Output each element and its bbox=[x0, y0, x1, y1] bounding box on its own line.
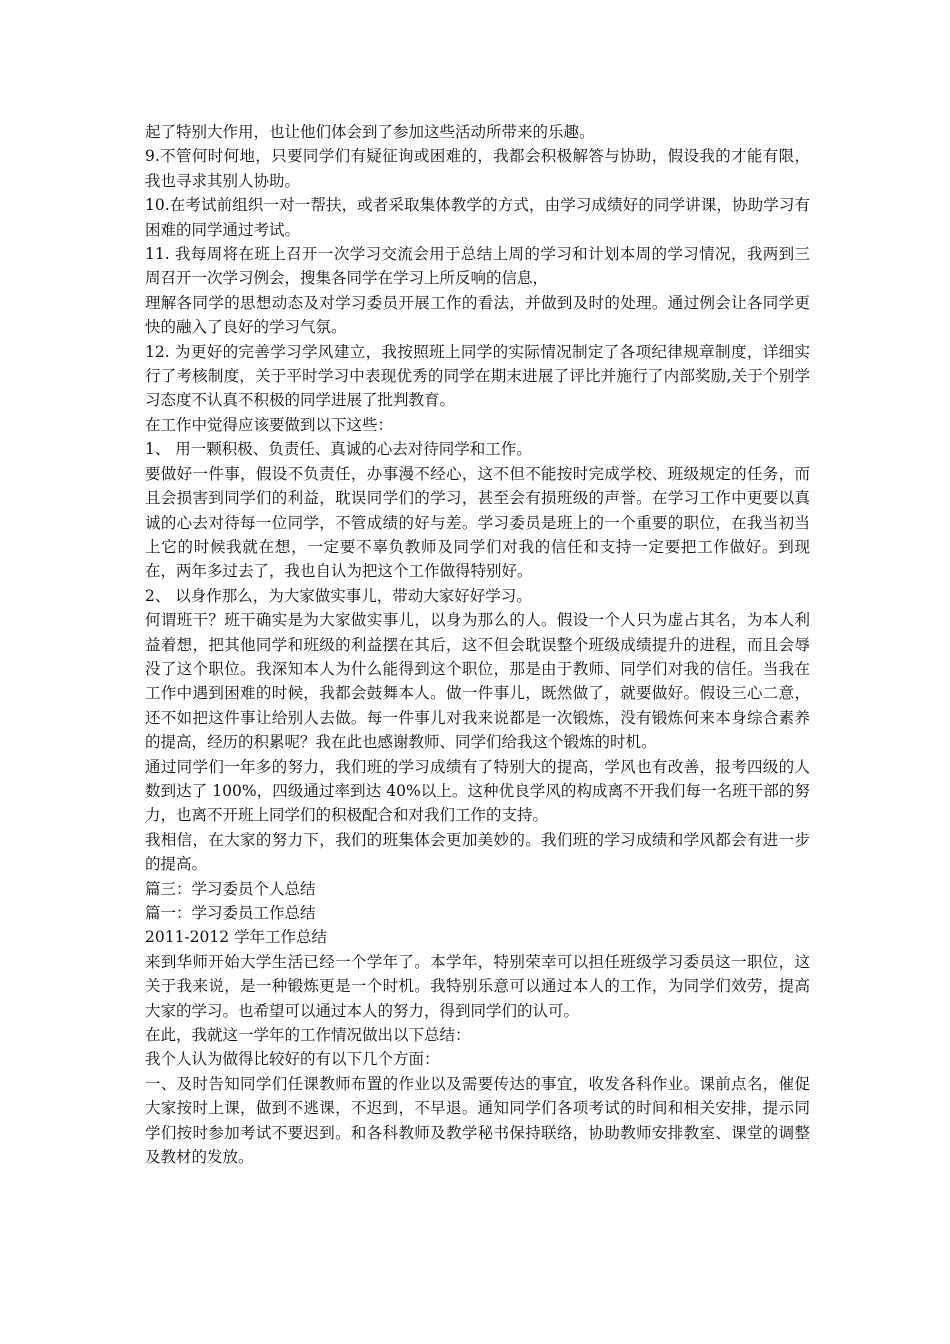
paragraph-10: 通过同学们一年多的努力，我们班的学习成绩有了特别大的提高，学风也有改善，报考四级的人数到达了 100%，四级通过率到达 40%以上。这种优良学风的构成离不开我们每一名班干部的努力，也离不开班上同学们的积极配合和对我们工作的支持。 bbox=[145, 757, 810, 825]
paragraph-8: 要做好一件事，假设不负责任，办事漫不经心，这不但不能按时完成学校、班级规定的任务，而且会损害到同学们的利益，耽误同学们的学习，甚至会有损班级的声誉。在学习工作中更要以真诚的心去对待每一位同学，不管成绩的好与差。学习委员是班上的一个重要的职位，在我当初当上它的时候我就在想，一定要不辜负教师及同学们对我的信任和支持一定要把工作做好。到现在，两年多过去了，我也自认为把这个工作做得特别好。 bbox=[145, 464, 810, 581]
paragraph-5: 理解各同学的思想动态及对学习委员开展工作的看法，并做到及时的处理。通过例会让各同学更快的融入了良好的学习气氛。 bbox=[145, 293, 810, 337]
section-title-3: 篇三：学习委员个人总结 bbox=[145, 879, 316, 898]
paragraph-3: 10.在考试前组织一对一帮扶，或者采取集体教学的方式，由学习成绩好的同学讲课，协助学习有困难的同学通过考试。 bbox=[145, 196, 810, 239]
paragraph-12: 来到华师开始大学生活已经一个学年了。本学年，特别荣幸可以担任班级学习委员这一职位，这关于我来说，是一种锻炼更是一个时机。我特别乐意可以通过本人的工作，为同学们效劳，提高大家的学习。也希望可以通过本人的努力，得到同学们的认可。 bbox=[145, 952, 810, 1020]
year-summary-title: 2011-2012 学年工作总结 bbox=[145, 928, 328, 947]
paragraph-13: 在此，我就这一学年的工作情况做出以下总结： bbox=[145, 1026, 471, 1045]
list-item-1-heading: 1、 用一颗积极、负责任、真诚的心去对待同学和工作。 bbox=[145, 440, 532, 459]
paragraph-4: 11. 我每周将在班上召开一次学习交流会用于总结上周的学习和计划本周的学习情况，我两到三周召开一次学习例会，搜集各同学在学习上所反响的信息， bbox=[145, 245, 810, 288]
paragraph-2: 9.不管何时何地，只要同学们有疑征询或困难的，我都会积极解答与协助，假设我的才能有限，我也寻求其别人协助。 bbox=[145, 147, 810, 190]
list-item-2-heading: 2、 以身作那么，为大家做实事儿，带动大家好好学习。 bbox=[145, 586, 532, 605]
document-body bbox=[145, 120, 810, 1169]
paragraph-14: 我个人认为做得比较好的有以下几个方面： bbox=[145, 1050, 440, 1069]
section-title-1: 篇一：学习委员工作总结 bbox=[145, 904, 316, 922]
paragraph-11: 我相信，在大家的努力下，我们的班集体会更加美妙的。我们班的学习成绩和学风都会有进一步的提高。 bbox=[145, 830, 810, 874]
paragraph-15: 一、及时告知同学们任课教师布置的作业以及需要传达的事宜，收发各科作业。课前点名，催促大家按时上课，做到不逃课，不迟到，不早退。通知同学们各项考试的时间和相关安排，提示同学们按时参加考试不要迟到。和各科教师及教学秘书保持联络，协助教师安排教室、课堂的调整及教材的发放。 bbox=[145, 1074, 810, 1167]
paragraph-6: 12. 为更好的完善学习学风建立，我按照班上同学的实际情况制定了各项纪律规章制度，详细实行了考核制度，关于平时学习中表现优秀的同学在期末进展了评比并施行了内部奖励,关于个别学习态度不认真不积极的同学进展了批判教育。 bbox=[145, 342, 810, 410]
paragraph-9: 何谓班干？班干确实是为大家做实事儿，以身为那么的人。假设一个人只为虚占其名，为本人利益着想，把其他同学和班级的利益摆在其后，这不但会耽误整个班级成绩提升的进程，而且会辱没了这个职位。我深知本人为什么能得到这个职位，那是由于教师、同学们对我的信任。当我在工作中遇到困难的时候，我都会鼓舞本人。做一件事儿，既然做了，就要做好。假设三心二意，还不如把这件事让给别人去做。每一件事儿对我来说都是一次锻炼，没有锻炼何来本身综合素养的提高，经历的积累呢？我在此也感谢教师、同学们给我这个锻炼的时机。 bbox=[145, 611, 810, 752]
paragraph-7: 在工作中觉得应该要做到以下这些： bbox=[145, 415, 394, 434]
paragraph-1: 起了特别大作用，也让他们体会到了参加这些活动所带来的乐趣。 bbox=[145, 123, 595, 141]
